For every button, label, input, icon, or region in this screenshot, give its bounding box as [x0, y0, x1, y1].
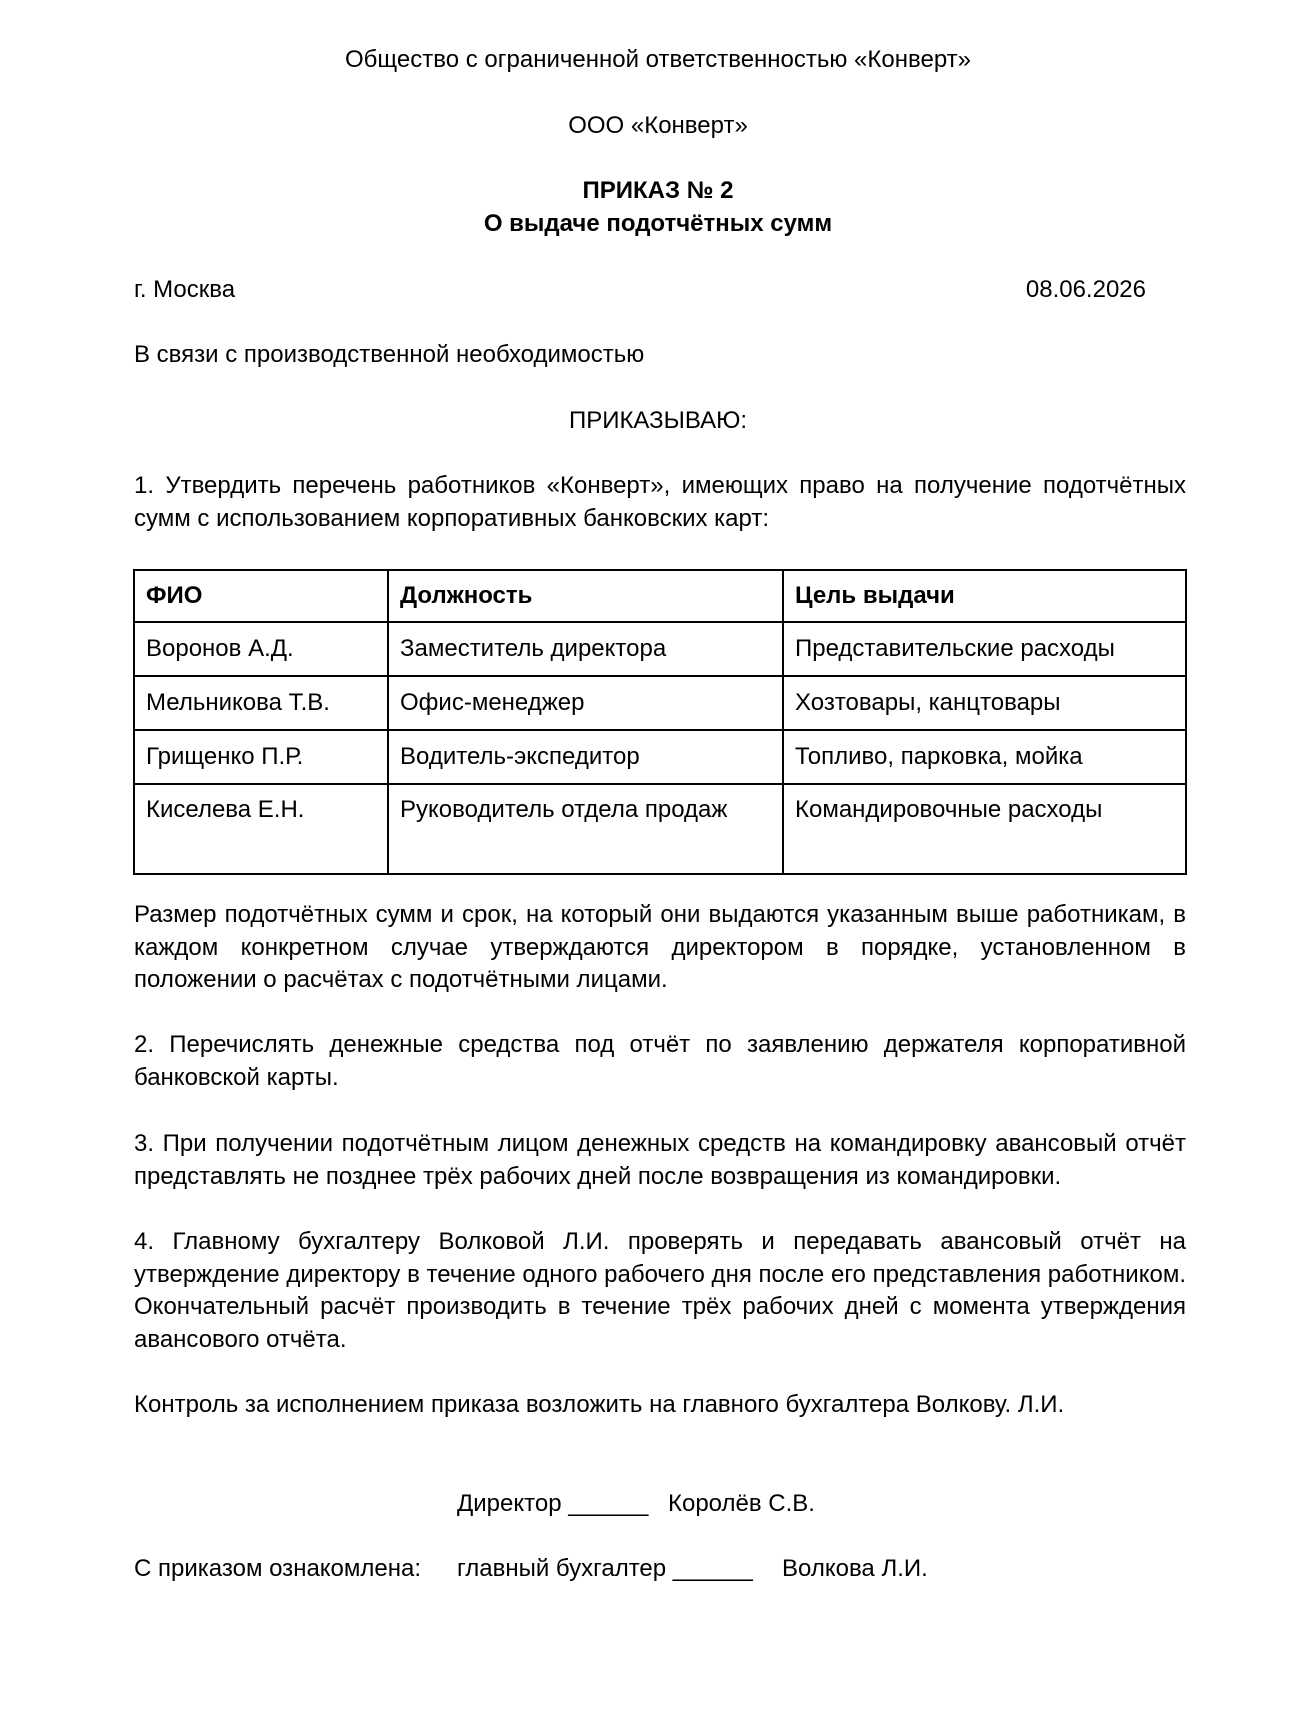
- amounts-note: Размер подотчётных сумм и срок, на который они выдаются указанным выше работникам, в каждом конкретном случае утверждаются директором в порядке, установленном в положении о расчётах с подотчётными лицами.: [134, 901, 1186, 993]
- table-row: [134, 622, 1186, 676]
- table-row: [134, 784, 1186, 874]
- cell-purpose: Топливо, парковка, мойка: [783, 730, 1186, 784]
- cell-fio: Грищенко П.Р.: [134, 730, 388, 784]
- cell-position: Заместитель директора: [388, 622, 783, 676]
- order-word: ПРИКАЗЫВАЮ:: [568, 407, 748, 434]
- director-signature-label: Директор ______: [457, 1490, 649, 1517]
- item-3: 3. При получении подотчётным лицом денежных средств на командировку авансовый отчёт представлять не позднее трёх рабочих дней после возвращения из командировки.: [134, 1130, 1186, 1190]
- order-date: 08.06.2026: [1025, 276, 1146, 303]
- accountant-name: Волкова Л.И.: [782, 1555, 928, 1582]
- cell-position: Офис-менеджер: [388, 676, 783, 730]
- item-2: 2. Перечислять денежные средства под отчёт по заявлению держателя корпоративной банковской карты.: [134, 1031, 1186, 1091]
- header-purpose: Цель выдачи: [783, 570, 1186, 622]
- acknowledgement-label: С приказом ознакомлена:: [134, 1555, 422, 1582]
- cell-fio: Киселева Е.Н.: [134, 784, 388, 874]
- order-title: ПРИКАЗ № 2: [582, 177, 734, 204]
- cell-fio: Воронов А.Д.: [134, 622, 388, 676]
- table-row: [134, 676, 1186, 730]
- accountant-signature-label: главный бухгалтер ______: [457, 1555, 753, 1582]
- company-short-name: ООО «Конверт»: [568, 112, 748, 139]
- cell-fio: Мельникова Т.В.: [134, 676, 388, 730]
- table-row: [134, 730, 1186, 784]
- table-header-row: [134, 570, 1186, 622]
- cell-purpose: Представительские расходы: [783, 622, 1186, 676]
- header-position: Должность: [388, 570, 783, 622]
- item-4: 4. Главному бухгалтеру Волковой Л.И. проверять и передавать авансовый отчёт на утверждение директору в течение одного рабочего дня после его представления работником. Окончательный расчёт производить в течение трёх рабочих дней с момента утверждения авансового отчёта.: [134, 1228, 1186, 1353]
- header-fio: ФИО: [134, 570, 388, 622]
- director-name: Королёв С.В.: [668, 1490, 815, 1517]
- cell-position: Руководитель отдела продаж: [388, 784, 783, 874]
- order-subject: О выдаче подотчётных сумм: [483, 210, 833, 237]
- item-1: 1. Утвердить перечень работников «Конверт», имеющих право на получение подотчётных сумм с использованием корпоративных банковских карт:: [134, 472, 1186, 532]
- city: г. Москва: [134, 276, 236, 303]
- employees-table: [133, 569, 1187, 875]
- preamble: В связи с производственной необходимостью: [134, 341, 645, 368]
- cell-purpose: Командировочные расходы: [783, 784, 1186, 874]
- cell-purpose: Хозтовары, канцтовары: [783, 676, 1186, 730]
- company-full-name: Общество с ограниченной ответственностью «Конверт»: [345, 46, 971, 73]
- control-clause: Контроль за исполнением приказа возложить на главного бухгалтера Волкову. Л.И.: [134, 1391, 1065, 1418]
- cell-position: Водитель-экспедитор: [388, 730, 783, 784]
